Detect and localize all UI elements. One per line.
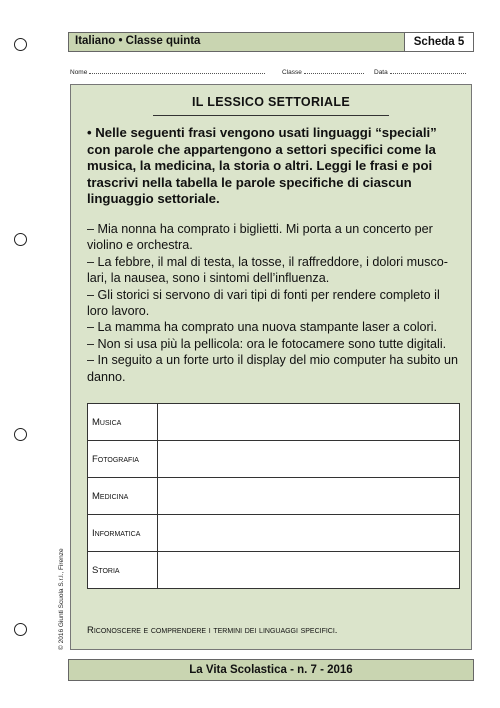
name-label: Nome (70, 69, 88, 76)
header-bar (68, 32, 474, 52)
answer-cell[interactable] (158, 404, 460, 441)
binder-hole (14, 233, 27, 246)
table-row (88, 552, 460, 589)
binder-hole (14, 428, 27, 441)
footer-bar: La Vita Scolastica - n. 7 - 2016 (68, 659, 474, 681)
answer-cell[interactable] (158, 552, 460, 589)
answer-cell[interactable] (158, 478, 460, 515)
sentence: – Gli storici si servono di vari tipi di fonti per rendere completo il loro lavoro. (87, 287, 440, 319)
answer-cell[interactable] (158, 441, 460, 478)
class-field[interactable] (282, 67, 364, 76)
exercise-title: IL LESSICO SETTORIALE (71, 95, 471, 109)
sentence: – Mia nonna ha comprato i biglietti. Mi porta a un concerto per violino e orchestra. (87, 222, 433, 253)
row-label: Musica (88, 404, 158, 441)
scheda-label: Scheda 5 (404, 32, 474, 52)
sentence: – La febbre, il mal di testa, la tosse, il raffreddore, i dolori musco-lari, la nausea, sono i sintomi dell’influenza. (87, 254, 448, 286)
date-label: Data (374, 69, 388, 76)
binder-hole (14, 623, 27, 636)
sentence-list (87, 221, 459, 385)
row-label: Medicina (88, 478, 158, 515)
row-label: Storia (88, 552, 158, 589)
exercise-instructions: • Nelle seguenti frasi vengono usati linguaggi “speciali” con parole che appartengono a settori specifici come la musica, la medicina, la storia o altri. Leggi le frasi e poi trascrivi nella tabella le parole specifiche di ciascun linguaggio settoriale. (87, 125, 437, 207)
exercise-panel (70, 84, 472, 650)
table-row (88, 478, 460, 515)
binder-hole (14, 38, 27, 51)
date-field[interactable] (374, 67, 466, 76)
sentence: – In seguito a un forte urto il display del mio computer ha subito un danno. (87, 353, 459, 384)
copyright-notice: © 2016 Giunti Scuola S.r.l., Firenze (58, 548, 65, 650)
answer-cell[interactable] (158, 515, 460, 552)
row-label: Informatica (88, 515, 158, 552)
sentence: – La mamma ha comprato una nuova stampante laser a colori. (87, 320, 438, 335)
class-label: Classe (282, 69, 302, 76)
table-row (88, 441, 460, 478)
table-row (88, 404, 460, 441)
row-label: Fotografia (88, 441, 158, 478)
table-row (88, 515, 460, 552)
sentence: – Non si usa più la pellicola: ora le fotocamere sono tutte digitali. (87, 336, 447, 351)
learning-objective: Riconoscere e comprendere i termini dei linguaggi specifici. (87, 625, 338, 636)
subject-label: Italiano • Classe quinta (75, 35, 201, 47)
name-field[interactable] (70, 67, 265, 76)
answer-table (87, 403, 460, 589)
